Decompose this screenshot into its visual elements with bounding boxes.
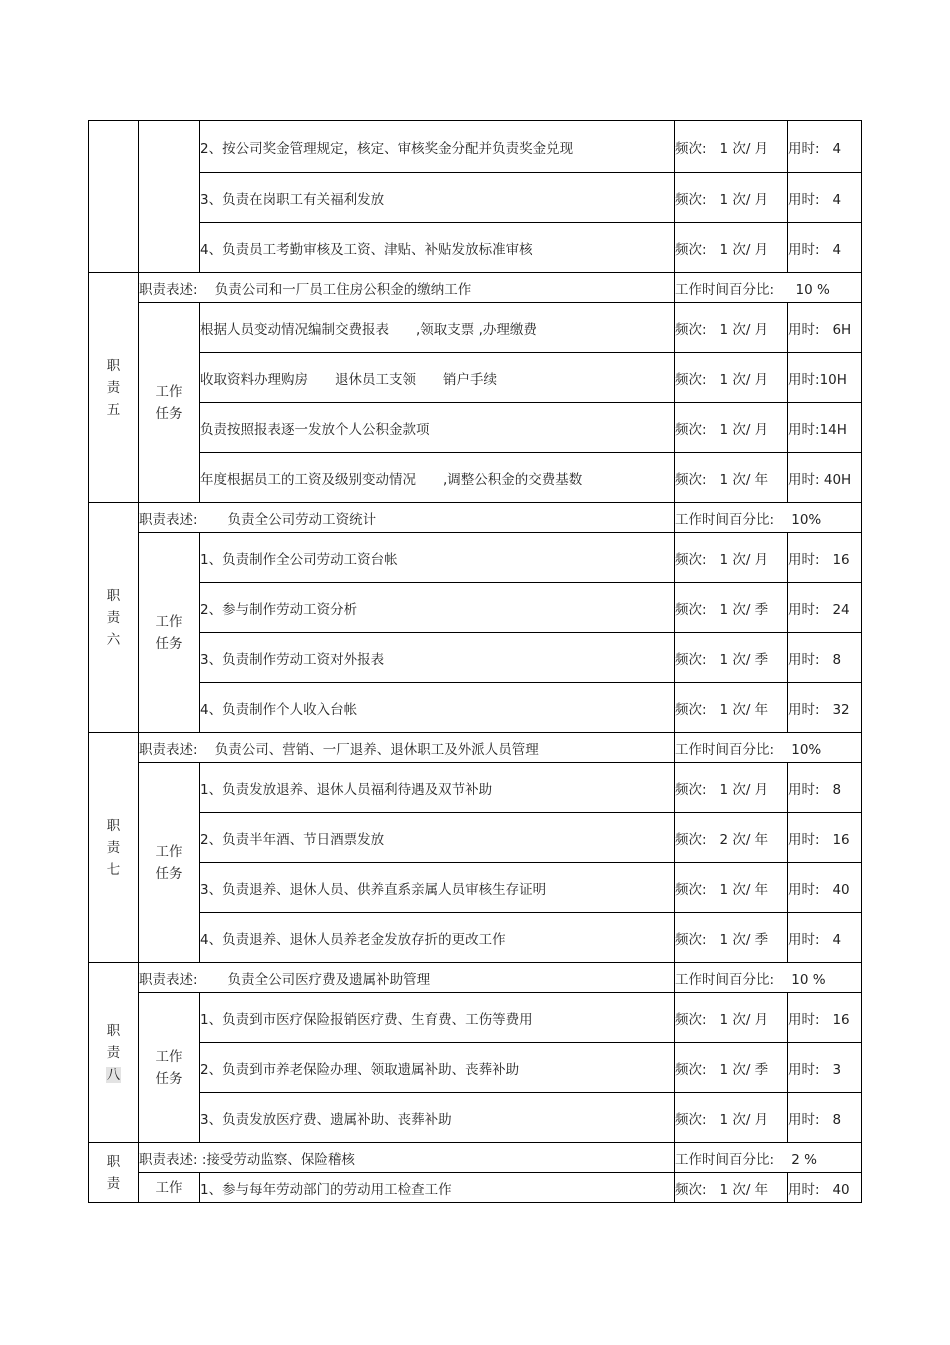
- time-value: 16: [832, 831, 850, 848]
- frequency-cell: [675, 1093, 788, 1143]
- freq-value: 1 次/ 季: [719, 651, 769, 668]
- time-value: 40: [832, 881, 850, 898]
- time-cell: [788, 583, 862, 633]
- time-label: 用时:: [788, 701, 820, 718]
- frequency-cell: [675, 763, 788, 813]
- time-value: 3: [832, 1061, 842, 1078]
- task-cell: 1、负责到市医疗保险报销医疗费、生育费、工伤等费用: [200, 993, 675, 1043]
- duty-description: [139, 963, 675, 993]
- time-cell: [788, 403, 862, 453]
- task-cell: 2、按公司奖金管理规定，核定、审核奖金分配并负责奖金兑现: [200, 121, 675, 173]
- pct-value: 10 %: [795, 281, 830, 298]
- time-value: 4: [832, 140, 842, 157]
- time-label: 用时:: [788, 241, 820, 258]
- time-cell: [788, 453, 862, 503]
- desc-label: 职责表述:: [139, 281, 198, 298]
- time-label: 用时:: [788, 1111, 820, 1128]
- freq-label: 频次:: [675, 551, 707, 568]
- duty-label-seven: 职 责 七: [89, 733, 139, 963]
- freq-value: 1 次/ 年: [719, 881, 769, 898]
- time-cell: [788, 1043, 862, 1093]
- work-task-label-cell: [139, 121, 200, 273]
- time-cell: [788, 223, 862, 273]
- table-row: [89, 1173, 862, 1203]
- freq-label: 频次:: [675, 321, 707, 338]
- work-task-label: 工作 任务: [139, 303, 200, 503]
- frequency-cell: [675, 583, 788, 633]
- time-value: 8: [832, 1111, 842, 1128]
- time-cell: [788, 121, 862, 173]
- freq-value: 1 次/ 月: [719, 421, 769, 438]
- duty-description-row: [89, 963, 862, 993]
- table-row: [89, 813, 862, 863]
- task-cell: 根据人员变动情况编制交费报表 ,领取支票 ,办理缴费: [200, 303, 675, 353]
- desc-text: :接受劳动监察、保险稽核: [201, 1151, 355, 1168]
- frequency-cell: [675, 633, 788, 683]
- freq-label: 频次:: [675, 241, 707, 258]
- time-value: 40: [832, 1181, 850, 1198]
- duty-description-row: [89, 1143, 862, 1173]
- duty-description: [139, 273, 675, 303]
- time-cell: [788, 993, 862, 1043]
- desc-label: 职责表述:: [139, 511, 198, 528]
- time-cell: [788, 863, 862, 913]
- freq-value: 1 次/ 月: [719, 371, 769, 388]
- task-cell: 3、负责制作劳动工资对外报表: [200, 633, 675, 683]
- work-task-label: 工作 任务: [139, 993, 200, 1143]
- task-cell: 4、负责退养、退休人员养老金发放存折的更改工作: [200, 913, 675, 963]
- duty-label-six: 职 责 六: [89, 503, 139, 733]
- frequency-cell: [675, 303, 788, 353]
- pct-value: 10 %: [791, 971, 826, 988]
- time-label: 用时:: [788, 601, 820, 618]
- time-label: 用时:: [788, 191, 820, 208]
- task-cell: 3、负责发放医疗费、遗属补助、丧葬补助: [200, 1093, 675, 1143]
- desc-text: 负责公司和一厂员工住房公积金的缴纳工作: [214, 281, 472, 298]
- frequency-cell: [675, 813, 788, 863]
- time-cell: [788, 913, 862, 963]
- time-cell: [788, 1173, 862, 1203]
- duty-description: [139, 1143, 675, 1173]
- table-row: [89, 633, 862, 683]
- table-row: [89, 863, 862, 913]
- time-label: 用时:: [788, 371, 820, 388]
- frequency-cell: [675, 913, 788, 963]
- freq-value: 1 次/ 月: [719, 1111, 769, 1128]
- time-value: 24: [832, 601, 850, 618]
- table-row: [89, 303, 862, 353]
- pct-label: 工作时间百分比:: [675, 1151, 775, 1168]
- pct-label: 工作时间百分比:: [675, 971, 775, 988]
- duty-label-cell: [89, 121, 139, 273]
- task-cell: 4、负责制作个人收入台帐: [200, 683, 675, 733]
- freq-value: 1 次/ 年: [719, 471, 769, 488]
- freq-value: 1 次/ 月: [719, 321, 769, 338]
- frequency-cell: [675, 121, 788, 173]
- time-value: 32: [832, 701, 850, 718]
- freq-label: 频次:: [675, 1111, 707, 1128]
- freq-value: 1 次/ 季: [719, 601, 769, 618]
- time-percentage: [675, 963, 862, 993]
- task-cell: 1、负责制作全公司劳动工资台帐: [200, 533, 675, 583]
- time-label: 用时:: [788, 931, 820, 948]
- time-label: 用时:: [788, 881, 820, 898]
- table-row: [89, 913, 862, 963]
- frequency-cell: [675, 353, 788, 403]
- desc-text: 负责公司、营销、一厂退养、退休职工及外派人员管理: [214, 741, 539, 758]
- freq-label: 频次:: [675, 471, 707, 488]
- task-cell: 4、负责员工考勤审核及工资、津贴、补贴发放标准审核: [200, 223, 675, 273]
- time-value: 4: [832, 241, 842, 258]
- work-task-label: 工作 任务: [139, 763, 200, 963]
- frequency-cell: [675, 993, 788, 1043]
- table-row: [89, 173, 862, 223]
- time-label: 用时:: [788, 421, 820, 438]
- freq-value: 1 次/ 季: [719, 931, 769, 948]
- time-value: 16: [832, 551, 850, 568]
- freq-label: 频次:: [675, 781, 707, 798]
- frequency-cell: [675, 1043, 788, 1093]
- time-value: 4: [832, 191, 842, 208]
- table-row: [89, 533, 862, 583]
- time-cell: [788, 303, 862, 353]
- task-cell: 1、负责发放退养、退休人员福利待遇及双节补助: [200, 763, 675, 813]
- table-row: [89, 121, 862, 173]
- time-label: 用时:: [788, 321, 820, 338]
- table-row: [89, 353, 862, 403]
- freq-value: 1 次/ 月: [719, 781, 769, 798]
- frequency-cell: [675, 1173, 788, 1203]
- table-row: [89, 453, 862, 503]
- duty-label-eight: 职 责 八: [89, 963, 139, 1143]
- desc-label: 职责表述:: [139, 1151, 198, 1168]
- pct-label: 工作时间百分比:: [675, 511, 775, 528]
- frequency-cell: [675, 453, 788, 503]
- task-cell: 收取资料办理购房 退休员工支领 销户手续: [200, 353, 675, 403]
- time-value: 40H: [823, 471, 852, 488]
- frequency-cell: [675, 683, 788, 733]
- freq-label: 频次:: [675, 881, 707, 898]
- freq-label: 频次:: [675, 421, 707, 438]
- freq-label: 频次:: [675, 931, 707, 948]
- task-cell: 2、参与制作劳动工资分析: [200, 583, 675, 633]
- time-cell: [788, 763, 862, 813]
- pct-label: 工作时间百分比:: [675, 281, 775, 298]
- duty-description-row: [89, 733, 862, 763]
- time-cell: [788, 633, 862, 683]
- job-duties-table: [88, 120, 862, 1203]
- freq-label: 频次:: [675, 831, 707, 848]
- time-label: 用时:: [788, 831, 820, 848]
- duty-description-row: [89, 273, 862, 303]
- pct-label: 工作时间百分比:: [675, 741, 775, 758]
- task-cell: 2、负责半年酒、节日酒票发放: [200, 813, 675, 863]
- table-row: [89, 403, 862, 453]
- freq-value: 1 次/ 年: [719, 701, 769, 718]
- work-task-label: 工作 任务: [139, 533, 200, 733]
- freq-label: 频次:: [675, 191, 707, 208]
- time-value: 10H: [819, 371, 847, 388]
- time-value: 8: [832, 781, 842, 798]
- time-label: 用时:: [788, 551, 820, 568]
- time-cell: [788, 813, 862, 863]
- time-percentage: [675, 503, 862, 533]
- freq-label: 频次:: [675, 371, 707, 388]
- time-label: 用时:: [788, 651, 820, 668]
- time-value: 14H: [819, 421, 847, 438]
- task-cell: 1、参与每年劳动部门的劳动用工检查工作: [200, 1173, 675, 1203]
- freq-label: 频次:: [675, 1061, 707, 1078]
- time-label: 用时:: [788, 140, 820, 157]
- duty-label-last: 职 责: [89, 1143, 139, 1203]
- table-row: [89, 683, 862, 733]
- desc-label: 职责表述:: [139, 741, 198, 758]
- time-value: 16: [832, 1011, 850, 1028]
- time-label: 用时:: [788, 1181, 820, 1198]
- freq-value: 1 次/ 月: [719, 1011, 769, 1028]
- task-cell: 3、负责在岗职工有关福利发放: [200, 173, 675, 223]
- frequency-cell: [675, 223, 788, 273]
- table-row: [89, 1093, 862, 1143]
- time-cell: [788, 173, 862, 223]
- work-task-label: 工作: [139, 1173, 200, 1203]
- duty-label-five: 职 责 五: [89, 273, 139, 503]
- time-label: 用时:: [788, 781, 820, 798]
- freq-value: 2 次/ 年: [719, 831, 769, 848]
- table-row: [89, 993, 862, 1043]
- table-row: [89, 583, 862, 633]
- time-cell: [788, 533, 862, 583]
- time-value: 8: [832, 651, 842, 668]
- freq-label: 频次:: [675, 1181, 707, 1198]
- desc-label: 职责表述:: [139, 971, 198, 988]
- desc-text: 负责全公司医疗费及遗属补助管理: [227, 971, 431, 988]
- table-row: [89, 1043, 862, 1093]
- freq-value: 1 次/ 月: [719, 241, 769, 258]
- pct-value: 10%: [791, 511, 822, 528]
- time-label: 用时:: [788, 1061, 820, 1078]
- table-row: [89, 763, 862, 813]
- frequency-cell: [675, 403, 788, 453]
- table-row: [89, 223, 862, 273]
- freq-label: 频次:: [675, 140, 707, 157]
- freq-label: 频次:: [675, 1011, 707, 1028]
- task-cell: 2、负责到市养老保险办理、领取遗属补助、丧葬补助: [200, 1043, 675, 1093]
- desc-text: 负责全公司劳动工资统计: [227, 511, 377, 528]
- pct-value: 2 %: [791, 1151, 817, 1168]
- freq-value: 1 次/ 月: [719, 140, 769, 157]
- time-percentage: [675, 733, 862, 763]
- time-cell: [788, 683, 862, 733]
- time-percentage: [675, 273, 862, 303]
- time-value: 6H: [832, 321, 852, 338]
- pct-value: 10%: [791, 741, 822, 758]
- task-cell: 3、负责退养、退休人员、供养直系亲属人员审核生存证明: [200, 863, 675, 913]
- frequency-cell: [675, 863, 788, 913]
- freq-value: 1 次/ 月: [719, 551, 769, 568]
- duty-description: [139, 733, 675, 763]
- freq-label: 频次:: [675, 651, 707, 668]
- freq-label: 频次:: [675, 701, 707, 718]
- duty-description-row: [89, 503, 862, 533]
- frequency-cell: [675, 533, 788, 583]
- time-cell: [788, 353, 862, 403]
- task-cell: 负责按照报表逐一发放个人公积金款项: [200, 403, 675, 453]
- time-label: 用时:: [788, 471, 820, 488]
- time-value: 4: [832, 931, 842, 948]
- freq-value: 1 次/ 年: [719, 1181, 769, 1198]
- duty-description: [139, 503, 675, 533]
- task-cell: 年度根据员工的工资及级别变动情况 ,调整公积金的交费基数: [200, 453, 675, 503]
- time-percentage: [675, 1143, 862, 1173]
- freq-value: 1 次/ 月: [719, 191, 769, 208]
- time-cell: [788, 1093, 862, 1143]
- freq-label: 频次:: [675, 601, 707, 618]
- freq-value: 1 次/ 季: [719, 1061, 769, 1078]
- frequency-cell: [675, 173, 788, 223]
- time-label: 用时:: [788, 1011, 820, 1028]
